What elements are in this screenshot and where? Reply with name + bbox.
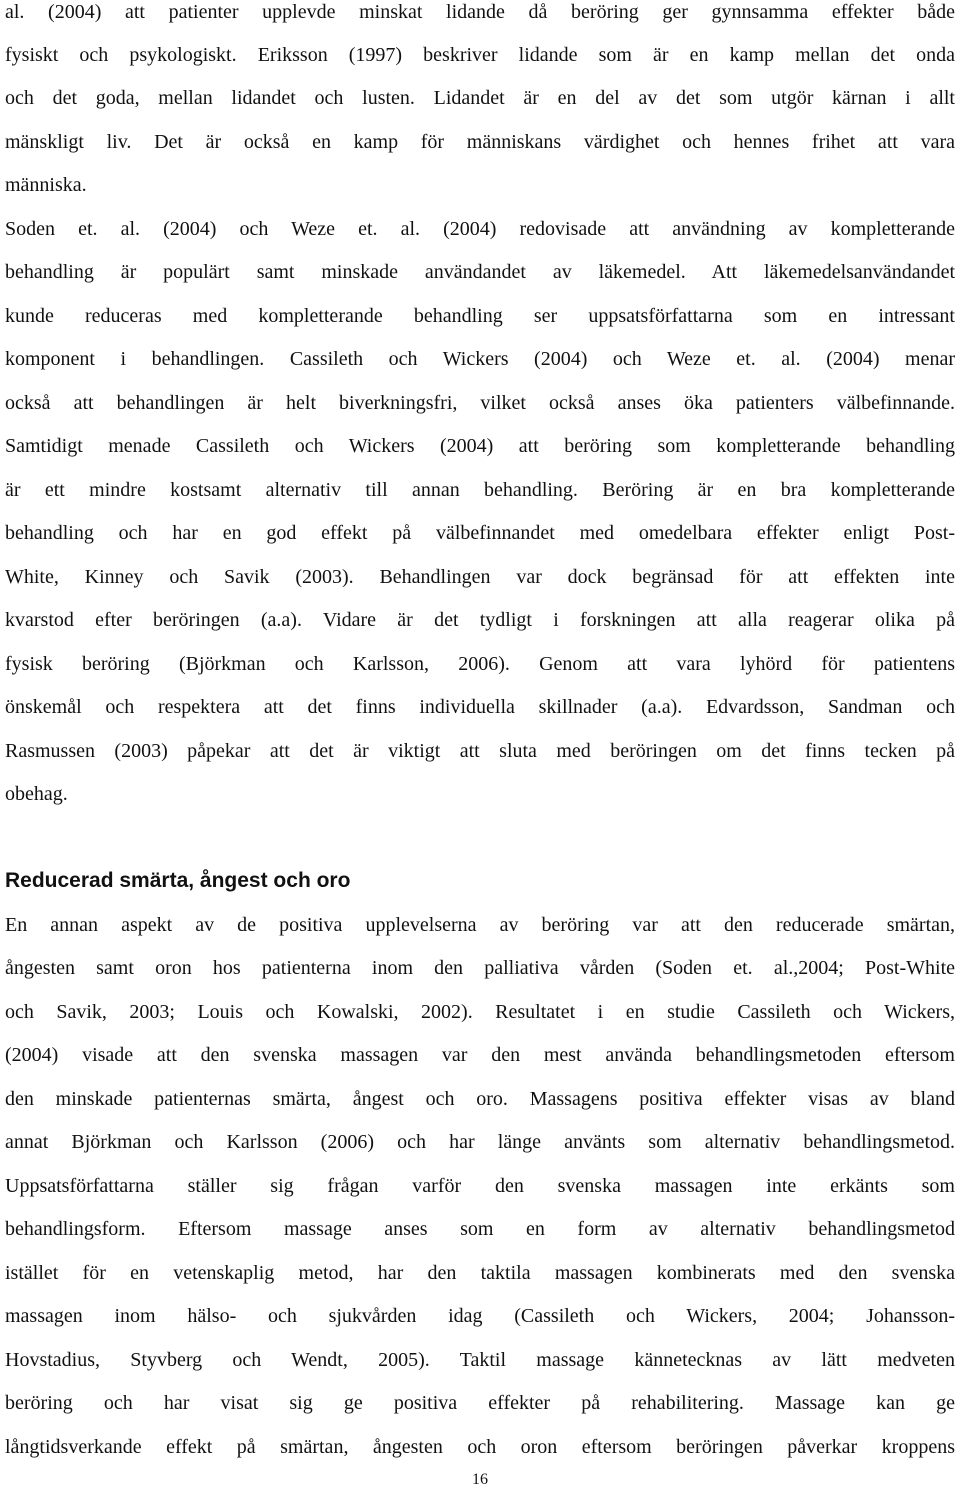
text-line: fysisk beröring (Björkman och Karlsson, 2006). Genom att vara lyhörd för patientens (5, 653, 955, 675)
text-line: och Savik, 2003; Louis och Kowalski, 2002). Resultatet i en studie Cassileth och Wickers, (5, 1001, 955, 1023)
text-line: massagen inom hälso- och sjukvården idag (Cassileth och Wickers, 2004; Johansson- (5, 1305, 955, 1327)
text-line: mänskligt liv. Det är också en kamp för människans värdighet och hennes frihet att vara (5, 131, 955, 153)
text-line: Samtidigt menade Cassileth och Wickers (2004) att beröring som kompletterande behandling (5, 435, 955, 457)
text-line: al. (2004) att patienter upplevde minskat lidande då beröring ger gynnsamma effekter både (5, 1, 955, 23)
text-line: Rasmussen (2003) påpekar att det är viktigt att sluta med beröringen om det finns tecken på (5, 740, 955, 762)
text-line: också att behandlingen är helt biverkningsfri, vilket också anses öka patienters välbefinnande. (5, 392, 955, 414)
text-line: Uppsatsförfattarna ställer sig frågan varför den svenska massagen inte erkänts som (5, 1175, 955, 1197)
text-line: önskemål och respektera att det finns individuella skillnader (a.a). Edvardsson, Sandman och (5, 696, 955, 718)
text-line: långtidsverkande effekt på smärtan, ångesten och oron eftersom beröringen påverkar kroppens (5, 1436, 955, 1458)
text-line: fysiskt och psykologiskt. Eriksson (1997) beskriver lidande som är en kamp mellan det onda (5, 44, 955, 66)
text-line: (2004) visade att den svenska massagen var den mest använda behandlingsmetoden eftersom (5, 1044, 955, 1066)
text-line: istället för en vetenskaplig metod, har den taktila massagen kombinerats med den svenska (5, 1262, 955, 1284)
text-line: behandlingsform. Eftersom massage anses som en form av alternativ behandlingsmetod (5, 1218, 955, 1240)
text-line: Hovstadius, Styvberg och Wendt, 2005). Taktil massage kännetecknas av lätt medveten (5, 1349, 955, 1371)
page-number: 16 (472, 1471, 488, 1488)
text-line: annat Björkman och Karlsson (2006) och har länge använts som alternativ behandlingsmetod. (5, 1131, 955, 1153)
text-line: och det goda, mellan lidandet och lusten. Lidandet är en del av det som utgör kärnan i allt (5, 87, 955, 109)
text-line: behandling är populärt samt minskade användandet av läkemedel. Att läkemedelsanvändandet (5, 261, 955, 283)
text-line: White, Kinney och Savik (2003). Behandlingen var dock begränsad för att effekten inte (5, 566, 955, 588)
section-heading: Reducerad smärta, ångest och oro (5, 869, 351, 892)
text-line: människa. (5, 174, 87, 196)
text-line: obehag. (5, 783, 68, 805)
text-line: kunde reduceras med kompletterande behandling ser uppsatsförfattarna som en intressant (5, 305, 955, 327)
text-line: den minskade patienternas smärta, ångest och oro. Massagens positiva effekter visas av bland (5, 1088, 955, 1110)
text-line: behandling och har en god effekt på välbefinnandet med omedelbara effekter enligt Post- (5, 522, 955, 544)
text-line: komponent i behandlingen. Cassileth och Wickers (2004) och Weze et. al. (2004) menar (5, 348, 955, 370)
text-line: är ett mindre kostsamt alternativ till annan behandling. Beröring är en bra kompletterande (5, 479, 955, 501)
text-line: En annan aspekt av de positiva upplevelserna av beröring var att den reducerade smärtan, (5, 914, 955, 936)
text-line: kvarstod efter beröringen (a.a). Vidare är det tydligt i forskningen att alla reagerar olika på (5, 609, 955, 631)
text-line: ångesten samt oron hos patienterna inom den palliativa vården (Soden et. al.,2004; Post-White (5, 957, 955, 979)
text-line: Soden et. al. (2004) och Weze et. al. (2004) redovisade att användning av kompletterande (5, 218, 955, 240)
text-line: beröring och har visat sig ge positiva effekter på rehabilitering. Massage kan ge (5, 1392, 955, 1414)
